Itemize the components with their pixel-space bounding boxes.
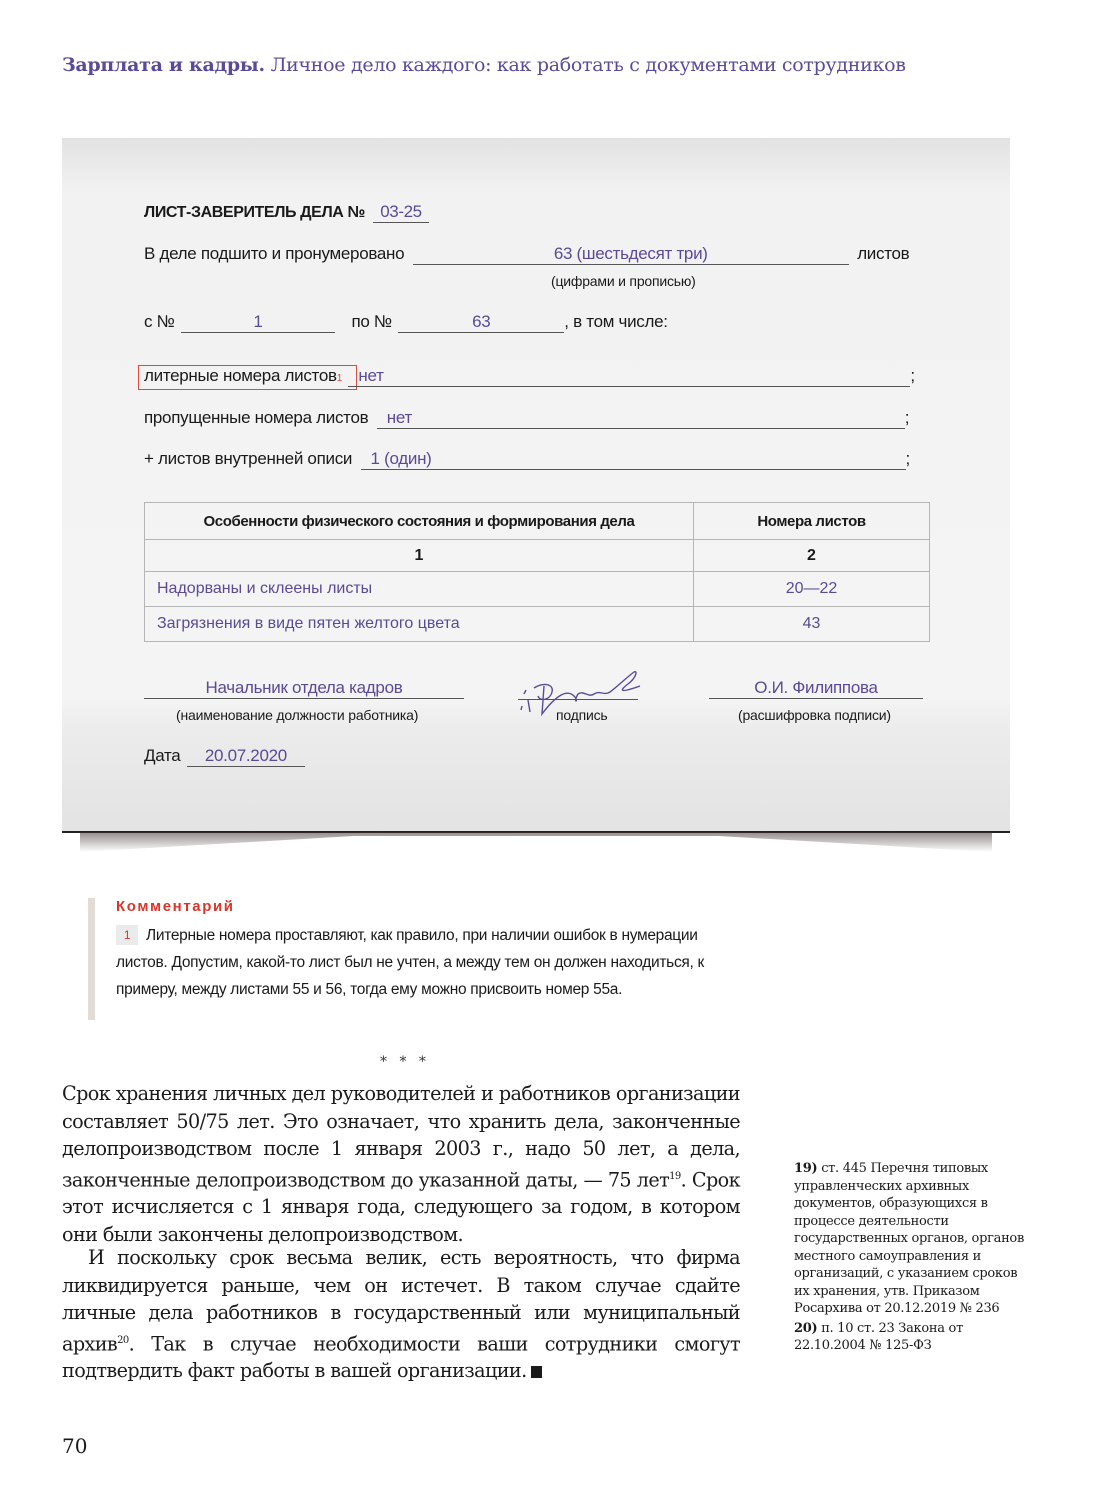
semicolon: ;	[905, 449, 910, 468]
missing-numbers-row	[144, 408, 909, 429]
date-row	[144, 746, 305, 767]
table-header: Особенности физического состояния и формирования дела	[145, 503, 694, 540]
footnote-ref: 20	[117, 1334, 129, 1346]
name-hint: (расшифровка подписи)	[738, 707, 891, 723]
name-field: О.И. Филиппова	[709, 678, 923, 699]
running-head-section: Зарплата и кадры.	[62, 54, 265, 76]
sheets-count-field: 63 (шестьдесят три)	[413, 244, 849, 265]
comment-body: Литерные номера проставляют, как правило, при наличии ошибок в нумерации листов. Допустим, какой-то лист был не учтен, а между тем он должен находиться, к примеру, между листами 55 и 56, тогда ему можно присвоить номер 55а.	[116, 927, 704, 998]
case-number-field: 03-25	[373, 202, 429, 223]
from-label: с №	[144, 312, 175, 331]
missing-numbers-field: нет	[377, 408, 905, 429]
body-paragraph	[62, 1080, 740, 1248]
date-label: Дата	[144, 746, 181, 765]
to-number-field: 63	[398, 312, 564, 333]
missing-numbers-label: пропущенные номера листов	[144, 408, 369, 427]
column-number: 1	[145, 540, 694, 572]
form-title	[144, 202, 429, 223]
to-label: по №	[351, 312, 392, 331]
column-number: 2	[694, 540, 930, 572]
including-label: , в том числе:	[564, 312, 668, 331]
footnote	[794, 1320, 1024, 1355]
page-number: 70	[62, 1434, 88, 1458]
sheets-suffix: листов	[857, 244, 910, 263]
semicolon: ;	[904, 408, 910, 427]
signature-hint: подпись	[556, 707, 608, 723]
document-sample-panel	[62, 138, 1010, 832]
feature-cell: Загрязнения в виде пятен желтого цвета	[145, 607, 694, 642]
table-header-row	[145, 503, 930, 540]
comment-text	[116, 922, 736, 1003]
note-ref: 1	[336, 373, 342, 384]
body-paragraph	[62, 1244, 740, 1385]
footnote-text: п. 10 ст. 23 Закона от 22.10.2004 № 125-ФЗ	[794, 1320, 963, 1353]
footnotes	[794, 1160, 1024, 1357]
position-field-wrap	[144, 678, 464, 699]
sheets-cell: 20—22	[694, 572, 930, 607]
comment-title: Комментарий	[116, 898, 235, 915]
form-title-label: ЛИСТ-ЗАВЕРИТЕЛЬ ДЕЛА №	[144, 204, 365, 221]
condition-table	[144, 502, 930, 642]
running-head	[62, 54, 906, 76]
paragraph-text: . Так в случае необходимости ваши сотрудники смогут подтвердить факт работы в вашей организации.	[62, 1331, 740, 1383]
note-badge: 1	[116, 925, 138, 945]
panel-shadow	[80, 832, 992, 854]
sheets-cell: 43	[694, 607, 930, 642]
feature-cell: Надорваны и склеены листы	[145, 572, 694, 607]
inner-inventory-label: + листов внутренней описи	[144, 449, 353, 468]
name-field-wrap	[709, 678, 923, 699]
inner-inventory-field: 1 (один)	[361, 449, 906, 470]
range-row	[144, 312, 668, 333]
table-column-numbers	[145, 540, 930, 572]
footnote-text: ст. 445 Перечня типовых управленческих архивных документов, образующихся в процессе деятельности государственных органов, органов местного самоуправления и организаций, с указанием сроков их хранения, утв. Приказом Росархива от 20.12.2019 № 236	[794, 1161, 1024, 1316]
paragraph-text: . Срок этот исчисляется с 1 января года, следующего за годом, в котором они были закончены делопроизводством.	[62, 1167, 740, 1246]
table-header: Номера листов	[694, 503, 930, 540]
footnote-number: 19)	[794, 1161, 818, 1176]
section-separator: * * *	[380, 1054, 430, 1070]
running-head-title: Личное дело каждого: как работать с документами сотрудников	[270, 54, 906, 76]
letter-numbers-row	[144, 366, 915, 387]
comment-bar	[88, 898, 95, 1020]
footnote	[794, 1160, 1024, 1318]
footnote-number: 20)	[794, 1320, 818, 1336]
date-field: 20.07.2020	[187, 746, 305, 767]
semicolon: ;	[910, 366, 915, 385]
inner-inventory-row	[144, 449, 910, 470]
table-row	[145, 572, 930, 607]
position-field: Начальник отдела кадров	[144, 678, 464, 699]
paragraph-text: Срок хранения личных дел руководителей и работников организации составляет 50/75 лет. Это означает, что хранить дела, законченные делопроизводством после 1 января 2003 г., надо 50 лет, а дела, законченные делопроизводством до указанной даты, — 75 лет	[62, 1082, 740, 1191]
letter-numbers-field: нет	[348, 366, 910, 387]
sheets-hint: (цифрами и прописью)	[551, 273, 696, 289]
sheets-label: В деле подшито и пронумеровано	[144, 244, 405, 263]
from-number-field: 1	[181, 312, 335, 333]
end-mark-icon	[531, 1366, 542, 1378]
position-hint: (наименование должности работника)	[176, 707, 419, 723]
paragraph-text: И поскольку срок весьма велик, есть вероятность, что фирма ликвидируется раньше, чем он истечет. В таком случае сдайте личные дела работников в государственный или муниципальный архив	[62, 1246, 740, 1355]
sheets-count-row	[144, 244, 909, 265]
letter-numbers-label: литерные номера листов	[144, 366, 337, 385]
footnote-ref: 19	[669, 1170, 681, 1182]
table-row	[145, 607, 930, 642]
